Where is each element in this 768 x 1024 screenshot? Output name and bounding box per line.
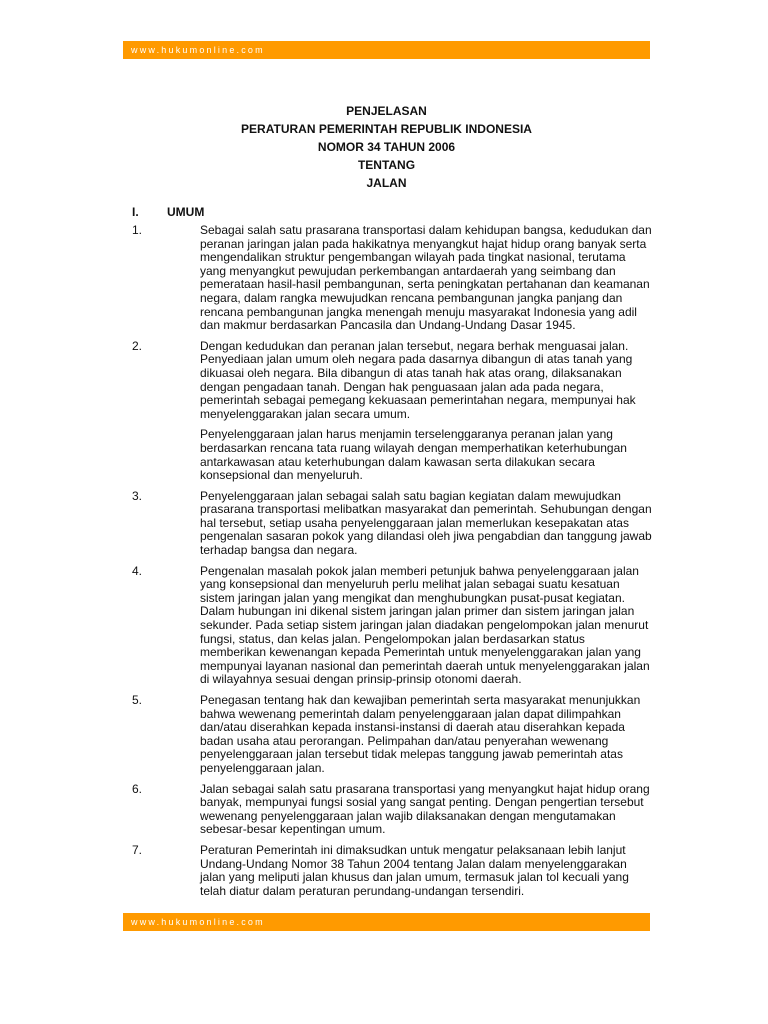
title-line: PENJELASAN [346,104,427,118]
item-number: 1. [132,223,143,237]
list-item [132,224,652,333]
paragraph: Pengenalan masalah pokok jalan memberi petunjuk bahwa penyelenggaraan jalan yang konsepsional dan menyeluruh perlu melihat jalan sebagai suatu kesatuan sistem jaringan jalan yang mengikat dan menghubungkan pusat-pusat kegiatan. Dalam hubungan ini dikenal sistem jaringan jalan primer dan sistem jaringan jalan sekunder. Pada setiap sistem jaringan jalan diadakan pengelompokan jalan menurut fungsi, status, dan kelas jalan. Pengelompokan jalan berdasarkan status memberikan kewenangan kepada Pemerintah untuk menyelenggarakan jalan yang mempunyai layanan nasional dan pemerintah daerah untuk menyelenggarakan jalan di wilayahnya sesuai dengan prinsip-prinsip otonomi daerah. [200,563,650,687]
paragraph: Sebagai salah satu prasarana transportasi dalam kehidupan bangsa, kedudukan dan peranan jaringan jalan pada hakikatnya menyangkut hajat hidup orang banyak serta mengendalikan struktur pengembangan wilayah pada tingkat nasional, terutama yang menyangkut pewujudan perkembangan antardaerah yang seimbang dan pemerataan hasil-hasil pembangunan, serta peningkatan pertahanan dan keamanan negara, dalam rangka mewujudkan rencana pembangunan jangka panjang dan rencana pembangunan jangka menengah menuju masyarakat Indonesia yang adil dan makmur berdasarkan Pancasila dan Undang-Undang Dasar 1945. [200,223,652,333]
paragraph: Dengan kedudukan dan peranan jalan tersebut, negara berhak menguasai jalan. Penyediaan jalan umum oleh negara pada dasarnya dibangun di atas tanah yang dikuasai oleh negara. Bila dibangun di atas tanah hak atas orang, dilaksanakan dengan pengadaan tanah. Dengan hak penguasaan jalan ada pada negara, pemerintah sebagai pemegang kekuasaan pemerintahan negara, mempunyai hak menyelenggarakan jalan secara umum. [200,338,636,421]
list-item [132,340,652,483]
item-number: 5. [132,693,143,707]
item-number: 7. [132,842,143,857]
paragraph: Penyelenggaraan jalan harus menjamin terselenggaranya peranan jalan yang berdasarkan rencana tata ruang wilayah dengan memperhatikan keterhubungan antarkawasan atau keterhubungan dalam kawasan serta dilakukan secara konsepsional dan menyeluruh. [200,427,627,483]
header-url: www.hukumonline.com [131,45,265,55]
item-body [200,844,652,898]
item-body [200,340,652,483]
item-number: 6. [132,781,143,796]
list-item [132,783,652,837]
item-body [200,783,652,837]
item-body [200,224,652,333]
item-number: 3. [132,488,143,503]
item-number: 4. [132,563,143,578]
list-item [132,490,652,558]
section-umum [132,206,652,905]
item-body [200,694,652,776]
title-line: PERATURAN PEMERINTAH REPUBLIK INDONESIA [241,122,532,136]
footer-banner [123,913,650,931]
list-item [132,694,652,776]
title-line: JALAN [366,176,407,190]
section-title: UMUM [167,205,205,219]
footer-url: www.hukumonline.com [131,917,265,927]
title-line: TENTANG [357,158,416,172]
paragraph: Jalan sebagai salah satu prasarana transportasi yang menyangkut hajat hidup orang banyak, mempunyai fungsi sosial yang sangat penting. Dengan pengertian tersebut wewenang penyelenggaraan jalan wajib dilaksanakan dengan mengutamakan sebesar-besar kepentingan umum. [200,781,650,837]
section-heading [132,206,652,224]
paragraph: Peraturan Pemerintah ini dimaksudkan untuk mengatur pelaksanaan lebih lanjut Undang-Undang Nomor 38 Tahun 2004 tentang Jalan dalam menyelenggarakan jalan yang meliputi jalan khusus dan jalan umum, termasuk jalan tol kecuali yang telah diatur dalam peraturan perundang-undangan tersendiri. [200,842,629,898]
paragraph: Penyelenggaraan jalan sebagai salah satu bagian kegiatan dalam mewujudkan prasarana transportasi melibatkan masyarakat dan pemerintah. Sehubungan dengan hal tersebut, setiap usaha penyelenggaraan jalan memerlukan kesepakatan atas pengenalan sasaran pokok yang dilandasi oleh jiwa pengabdian dan tanggung jawab terhadap bangsa dan negara. [200,488,652,558]
title-line: NOMOR 34 TAHUN 2006 [317,140,456,154]
section-number: I. [132,205,139,219]
paragraph: Penegasan tentang hak dan kewajiban pemerintah serta masyarakat menunjukkan bahwa wewenang pemerintah dalam penyelenggaraan jalan dapat dilimpahkan dan/atau diserahkan kepada instansi-instansi di daerah atau diserahkan kepada badan usaha atau perorangan. Pelimpahan dan/atau penyerahan wewenang penyelenggaraan jalan tersebut tidak melepas tanggung jawab pemerintah atas penyelenggaraan jalan. [200,693,641,775]
list-item [132,844,652,898]
item-body [200,565,652,687]
item-number: 2. [132,338,143,353]
list-item [132,565,652,687]
header-banner [123,41,650,59]
item-body [200,490,652,558]
document-title [123,102,650,192]
